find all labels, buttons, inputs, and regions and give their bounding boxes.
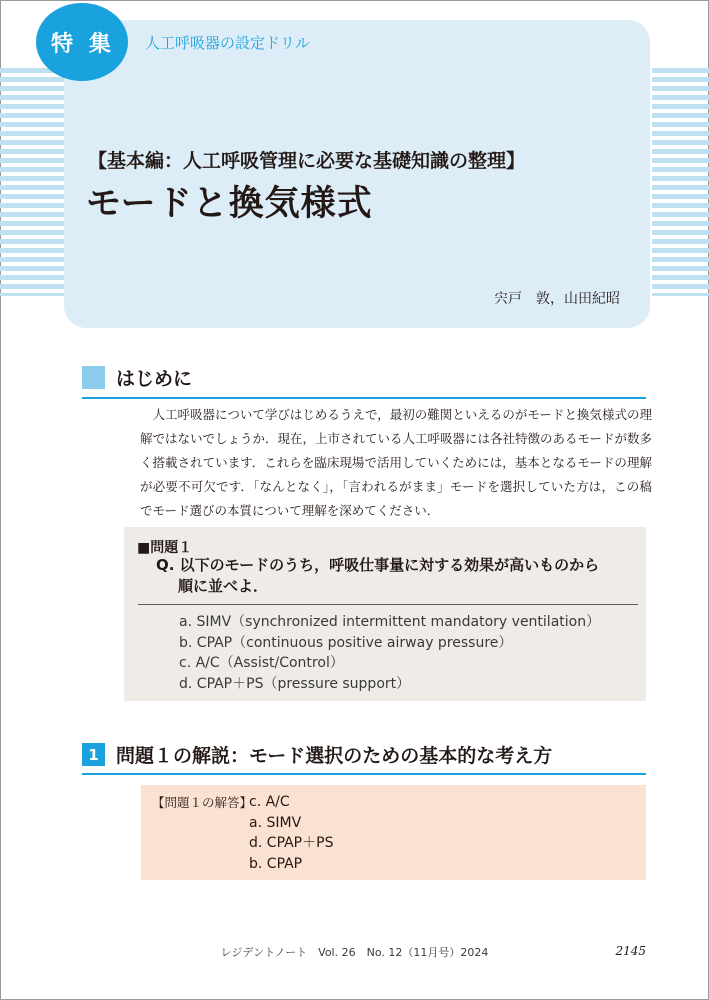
answer-item: b. CPAP — [249, 855, 303, 872]
question-text — [156, 555, 599, 597]
question-option: d. CPAP＋PS（pressure support） — [179, 675, 411, 692]
section-1-heading — [82, 743, 646, 775]
question-box — [124, 527, 646, 701]
intro-paragraph-block — [140, 403, 652, 523]
question-options-list — [179, 612, 600, 694]
answer-label: 【問題１の解答】 — [152, 795, 253, 810]
article-subtitle: 【基本編：人工呼吸管理に必要な基礎知識の整理】 — [88, 150, 526, 172]
journal-footer: レジデントノート Vol. 26 No. 12（11月号）2024 — [220, 946, 489, 959]
article-title: モードと換気様式 — [86, 184, 373, 224]
answer-item: a. SIMV — [249, 814, 302, 831]
intro-paragraph: 人工呼吸器について学びはじめるうえで，最初の難関といえるのがモードと換気様式の理解ではないでしょうか．現在，上市されている人工呼吸器には各社特徴のあるモードが数多く搭載されています．これらを臨床現場で活用していくためには，基本となるモードの理解が必要不可欠です．「なんとなく」，「言われるがまま」モードを選択していた方は，この稿でモード選びの本質について理解を深めてください． — [140, 407, 653, 518]
answer-item: d. CPAP＋PS — [249, 835, 334, 851]
intro-heading-label: はじめに — [116, 368, 193, 390]
answer-list — [249, 792, 333, 874]
answer-box — [141, 785, 646, 880]
page-number: 2145 — [615, 944, 646, 958]
decorative-stripes-left — [0, 68, 64, 296]
question-option: c. A/C（Assist/Control） — [179, 655, 344, 671]
answer-item: c. A/C — [249, 794, 290, 810]
section-marker-square — [82, 366, 105, 389]
article-header-panel — [64, 20, 650, 328]
question-option: a. SIMV（synchronized intermittent mandatory ventilation） — [179, 614, 601, 630]
article-authors: 宍戸 敦，山田紀昭 — [494, 291, 620, 307]
question-divider — [138, 604, 638, 605]
section-1-heading-label: 問題１の解説：モード選択のための基本的な考え方 — [116, 745, 553, 767]
question-option: b. CPAP（continuous positive airway pressure） — [179, 634, 513, 651]
question-text-line2: 順に並べよ． — [178, 577, 269, 595]
question-text-line1: Q. 以下のモードのうち，呼吸仕事量に対する効果が高いものから — [156, 556, 600, 574]
decorative-stripes-right — [652, 68, 709, 296]
section-number-badge: 1 — [82, 743, 105, 766]
intro-section-heading — [82, 366, 646, 399]
question-label: ■問題１ — [137, 540, 193, 556]
feature-badge: 特 集 — [36, 3, 128, 81]
series-title: 人工呼吸器の設定ドリル — [145, 34, 311, 52]
